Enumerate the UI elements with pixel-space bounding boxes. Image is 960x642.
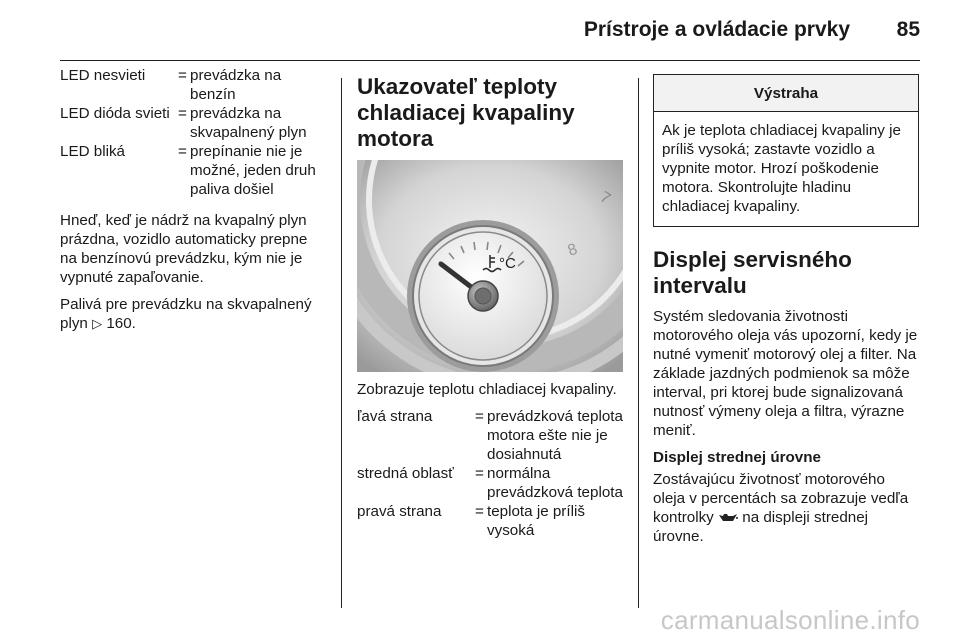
temp-table-row-term: pravá strana — [357, 503, 442, 520]
page-reference-icon: ▷ — [92, 316, 103, 331]
column-2 — [357, 66, 623, 540]
temp-table-row-value: normálna prevádzková teplota — [487, 465, 623, 501]
temp-table-row-eq: = — [475, 503, 484, 520]
led-table-row — [60, 142, 328, 199]
led-table-row-eq: = — [178, 67, 187, 84]
led-table-row-value: prevádzka na skvapalnený plyn — [190, 105, 307, 141]
temp-table-row — [357, 407, 623, 464]
temp-table-row-value: teplota je príliš vysoká — [487, 503, 585, 539]
warning-title: Výstraha — [654, 75, 918, 112]
oil-life-percent-text-before: Zostávajúcu životnosť motorového oleja v percentách sa zobrazuje vedľa kontrolky — [653, 471, 909, 526]
page-reference-link[interactable]: 160. — [106, 315, 136, 332]
led-definition-table — [60, 66, 328, 199]
oil-life-percent-paragraph — [653, 470, 921, 546]
temp-table-row — [357, 502, 623, 540]
mid-level-display-subheading: Displej strednej úrovne — [653, 449, 821, 466]
header-rule — [60, 60, 920, 61]
temp-table-row-eq: = — [475, 408, 484, 425]
lpg-fuel-reference-text: Palivá pre prevádzku na skvapalnený plyn — [60, 296, 312, 332]
column-divider-1 — [341, 78, 342, 608]
temp-table-row-eq: = — [475, 465, 484, 482]
oil-can-icon — [718, 509, 742, 526]
led-table-row — [60, 104, 328, 142]
led-table-row-value: prevádzka na benzín — [190, 67, 282, 103]
led-table-row-term: LED nesvieti — [60, 67, 146, 84]
coolant-temperature-gauge-illustration — [357, 160, 623, 372]
coolant-gauge-heading: Ukazovateľ teploty chladiacej kvapaliny motora — [357, 74, 575, 151]
gauge-unit-label: °C — [499, 255, 516, 272]
coolant-temperature-definition-table — [357, 407, 623, 540]
warning-body: Ak je teplota chladiacej kvapaliny je príliš vysoká; zastavte vozidlo a vypnite motor. Hrozí poškodenie motora. Skontrolujte hladinu chladiacej kvapaliny. — [662, 122, 901, 215]
svg-text:7: 7 — [597, 188, 614, 208]
led-table-row — [60, 66, 328, 104]
header-title: Prístroje a ovládacie prvky — [583, 18, 850, 41]
oil-life-percent-text-after: na displeji strednej úrovne. — [653, 509, 869, 545]
page-number: 85 — [896, 18, 920, 41]
lpg-fuel-reference-paragraph — [60, 295, 328, 333]
oil-life-monitor-paragraph: Systém sledovania životnosti motorového oleja vás upozorní, kedy je nutné vymeniť motorový olej a filter. Na základe jazdných podmienok sa môže interval, pri ktorej bude signalizovaná nutnosť výmeny oleja a filtra, výrazne meniť. — [653, 308, 918, 439]
lpg-auto-switch-paragraph: Hneď, keď je nádrž na kvapalný plyn prázdna, vozidlo automaticky prepne na benzínovú prevádzku, kým nie je vypnuté zapaľovanie. — [60, 212, 308, 286]
warning-box — [653, 74, 919, 227]
led-table-row-eq: = — [178, 143, 187, 160]
led-table-row-value: prepínanie nie je možné, jeden druh paliva došiel — [190, 143, 316, 198]
column-1 — [60, 66, 328, 341]
temp-table-row-term: ľavá strana — [357, 408, 433, 425]
temp-table-row-term: stredná oblasť — [357, 465, 454, 482]
column-divider-2 — [638, 78, 639, 608]
led-table-row-eq: = — [178, 105, 187, 122]
led-table-row-term: LED dióda svieti — [60, 105, 170, 122]
service-interval-heading: Displej servisného intervalu — [653, 247, 852, 298]
coolant-gauge-caption: Zobrazuje teplotu chladiacej kvapaliny. — [357, 381, 617, 398]
column-3 — [653, 66, 921, 554]
temp-table-row-value: prevádzková teplota motora ešte nie je dosiahnutá — [487, 408, 623, 463]
svg-text:8: 8 — [565, 240, 580, 260]
watermark: carmanualsonline.info — [660, 605, 920, 635]
temp-table-row — [357, 464, 623, 502]
led-table-row-term: LED bliká — [60, 143, 125, 160]
